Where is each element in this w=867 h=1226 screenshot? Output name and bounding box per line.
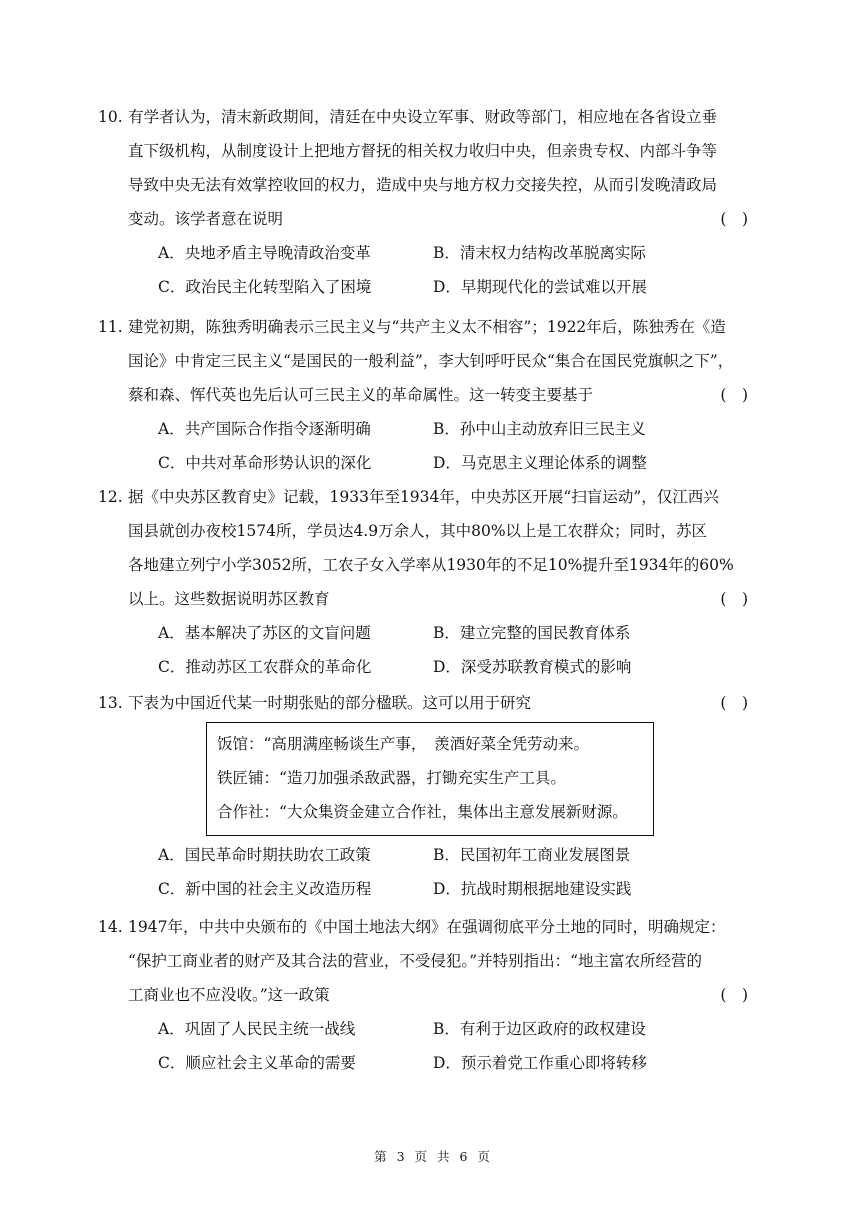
question-number: 13. <box>98 694 123 712</box>
options-row <box>128 1012 748 1046</box>
options-row <box>128 236 748 270</box>
answer-blank: ( ) <box>720 590 748 608</box>
option-d: D．早期现代化的尝试难以开展 <box>433 278 647 296</box>
option-a: A．共产国际合作指令逐渐明确 <box>158 420 371 438</box>
option-d: D．预示着党工作重心即将转移 <box>433 1054 647 1072</box>
question-stem: 10. 有学者认为，清末新政期间，清廷在中央设立军事、财政等部门，相应地在各省设立垂 直下级机构，从制度设计上把地方督抚的相关权力收归中央，但亲贵专权、内部斗争等 导致中央无法有效掌控收回的权力，造成中央与地方权力交接失控，从而引发晚清政局 变动。该学者意在说明 ( ) <box>128 100 748 236</box>
option-d: D．抗战时期根据地建设实践 <box>433 880 632 898</box>
question-stem: 14. 1947年，中共中央颁布的《中国土地法大纲》在强调彻底平分土地的同时，明确规定： “保护工商业者的财产及其合法的营业，不受侵犯。”并特别指出：“地主富农所经营的 工商业也不应没收。”这一政策 ( ) <box>128 910 748 1012</box>
answer-blank: ( ) <box>720 986 748 1004</box>
question-stem: 12. 据《中央苏区教育史》记载，1933年至1934年，中央苏区开展“扫盲运动”，仅江西兴 国县就创办夜校1574所，学员达4.9万余人，其中80%以上是工农群众；同时，苏区 各地建立列宁小学3052所，工农子女入学率从1930年的不足10%提升至1934年的60% 以上。这些数据说明苏区教育 ( ) <box>128 480 748 616</box>
option-b: B．有利于边区政府的政权建设 <box>433 1020 646 1038</box>
option-b: B．孙中山主动放弃旧三民主义 <box>433 420 646 438</box>
question-13-options <box>128 838 748 906</box>
options-row <box>128 872 748 906</box>
answer-blank: ( ) <box>720 210 748 228</box>
options-row <box>128 616 748 650</box>
question-10 <box>98 100 748 304</box>
option-a: A．基本解决了苏区的文盲问题 <box>158 624 371 642</box>
question-number: 14. <box>98 918 123 936</box>
question-number: 11. <box>98 318 123 336</box>
options-row <box>128 446 748 480</box>
couplet-row: 铁匠铺：“造刀加强杀敌武器，打锄充实生产工具。 <box>217 769 566 787</box>
option-c: C．推动苏区工农群众的革命化 <box>158 658 372 676</box>
question-14 <box>98 910 748 1080</box>
question-12 <box>98 480 748 684</box>
question-stem: 13. 下表为中国近代某一时期张贴的部分楹联。这可以用于研究 ( ) <box>128 686 748 720</box>
question-number: 12. <box>98 488 123 506</box>
option-c: C．新中国的社会主义改造历程 <box>158 880 372 898</box>
option-c: C．顺应社会主义革命的需要 <box>158 1054 356 1072</box>
question-13 <box>98 686 748 720</box>
option-a: A．国民革命时期扶助农工政策 <box>158 846 371 864</box>
option-d: D．马克思主义理论体系的调整 <box>433 454 647 472</box>
answer-blank: ( ) <box>720 386 748 404</box>
option-a: A．央地矛盾主导晚清政治变革 <box>158 244 371 262</box>
couplet-row: 合作社：“大众集资金建立合作社，集体出主意发展新财源。 <box>217 803 628 821</box>
option-d: D．深受苏联教育模式的影响 <box>433 658 632 676</box>
question-11 <box>98 310 748 480</box>
couplet-row: 饭馆：“高朋满座畅谈生产事， 羡酒好菜全凭劳动来。 <box>217 735 590 753</box>
question-number: 10. <box>98 108 123 126</box>
option-a: A．巩固了人民民主统一战线 <box>158 1020 356 1038</box>
option-b: B．建立完整的国民教育体系 <box>433 624 631 642</box>
page-footer: 第 3 页 共 6 页 <box>374 1149 493 1164</box>
option-b: B．民国初年工商业发展图景 <box>433 846 631 864</box>
options-row <box>128 270 748 304</box>
option-b: B．清末权力结构改革脱离实际 <box>433 244 646 262</box>
options-row <box>128 650 748 684</box>
question-stem: 11. 建党初期，陈独秀明确表示三民主义与“共产主义太不相容”；1922年后，陈独秀在《造 国论》中肯定三民主义“是国民的一般利益”，李大钊呼吁民众“集合在国民党旗帜之下”， 蔡和森、恽代英也先后认可三民主义的革命属性。这一转变主要基于 ( ) <box>128 310 748 412</box>
couplet-table <box>206 722 654 836</box>
options-row <box>128 412 748 446</box>
options-row <box>128 1046 748 1080</box>
option-c: C．政治民主化转型陷入了困境 <box>158 278 372 296</box>
answer-blank: ( ) <box>720 694 748 712</box>
option-c: C．中共对革命形势认识的深化 <box>158 454 372 472</box>
options-row <box>128 838 748 872</box>
